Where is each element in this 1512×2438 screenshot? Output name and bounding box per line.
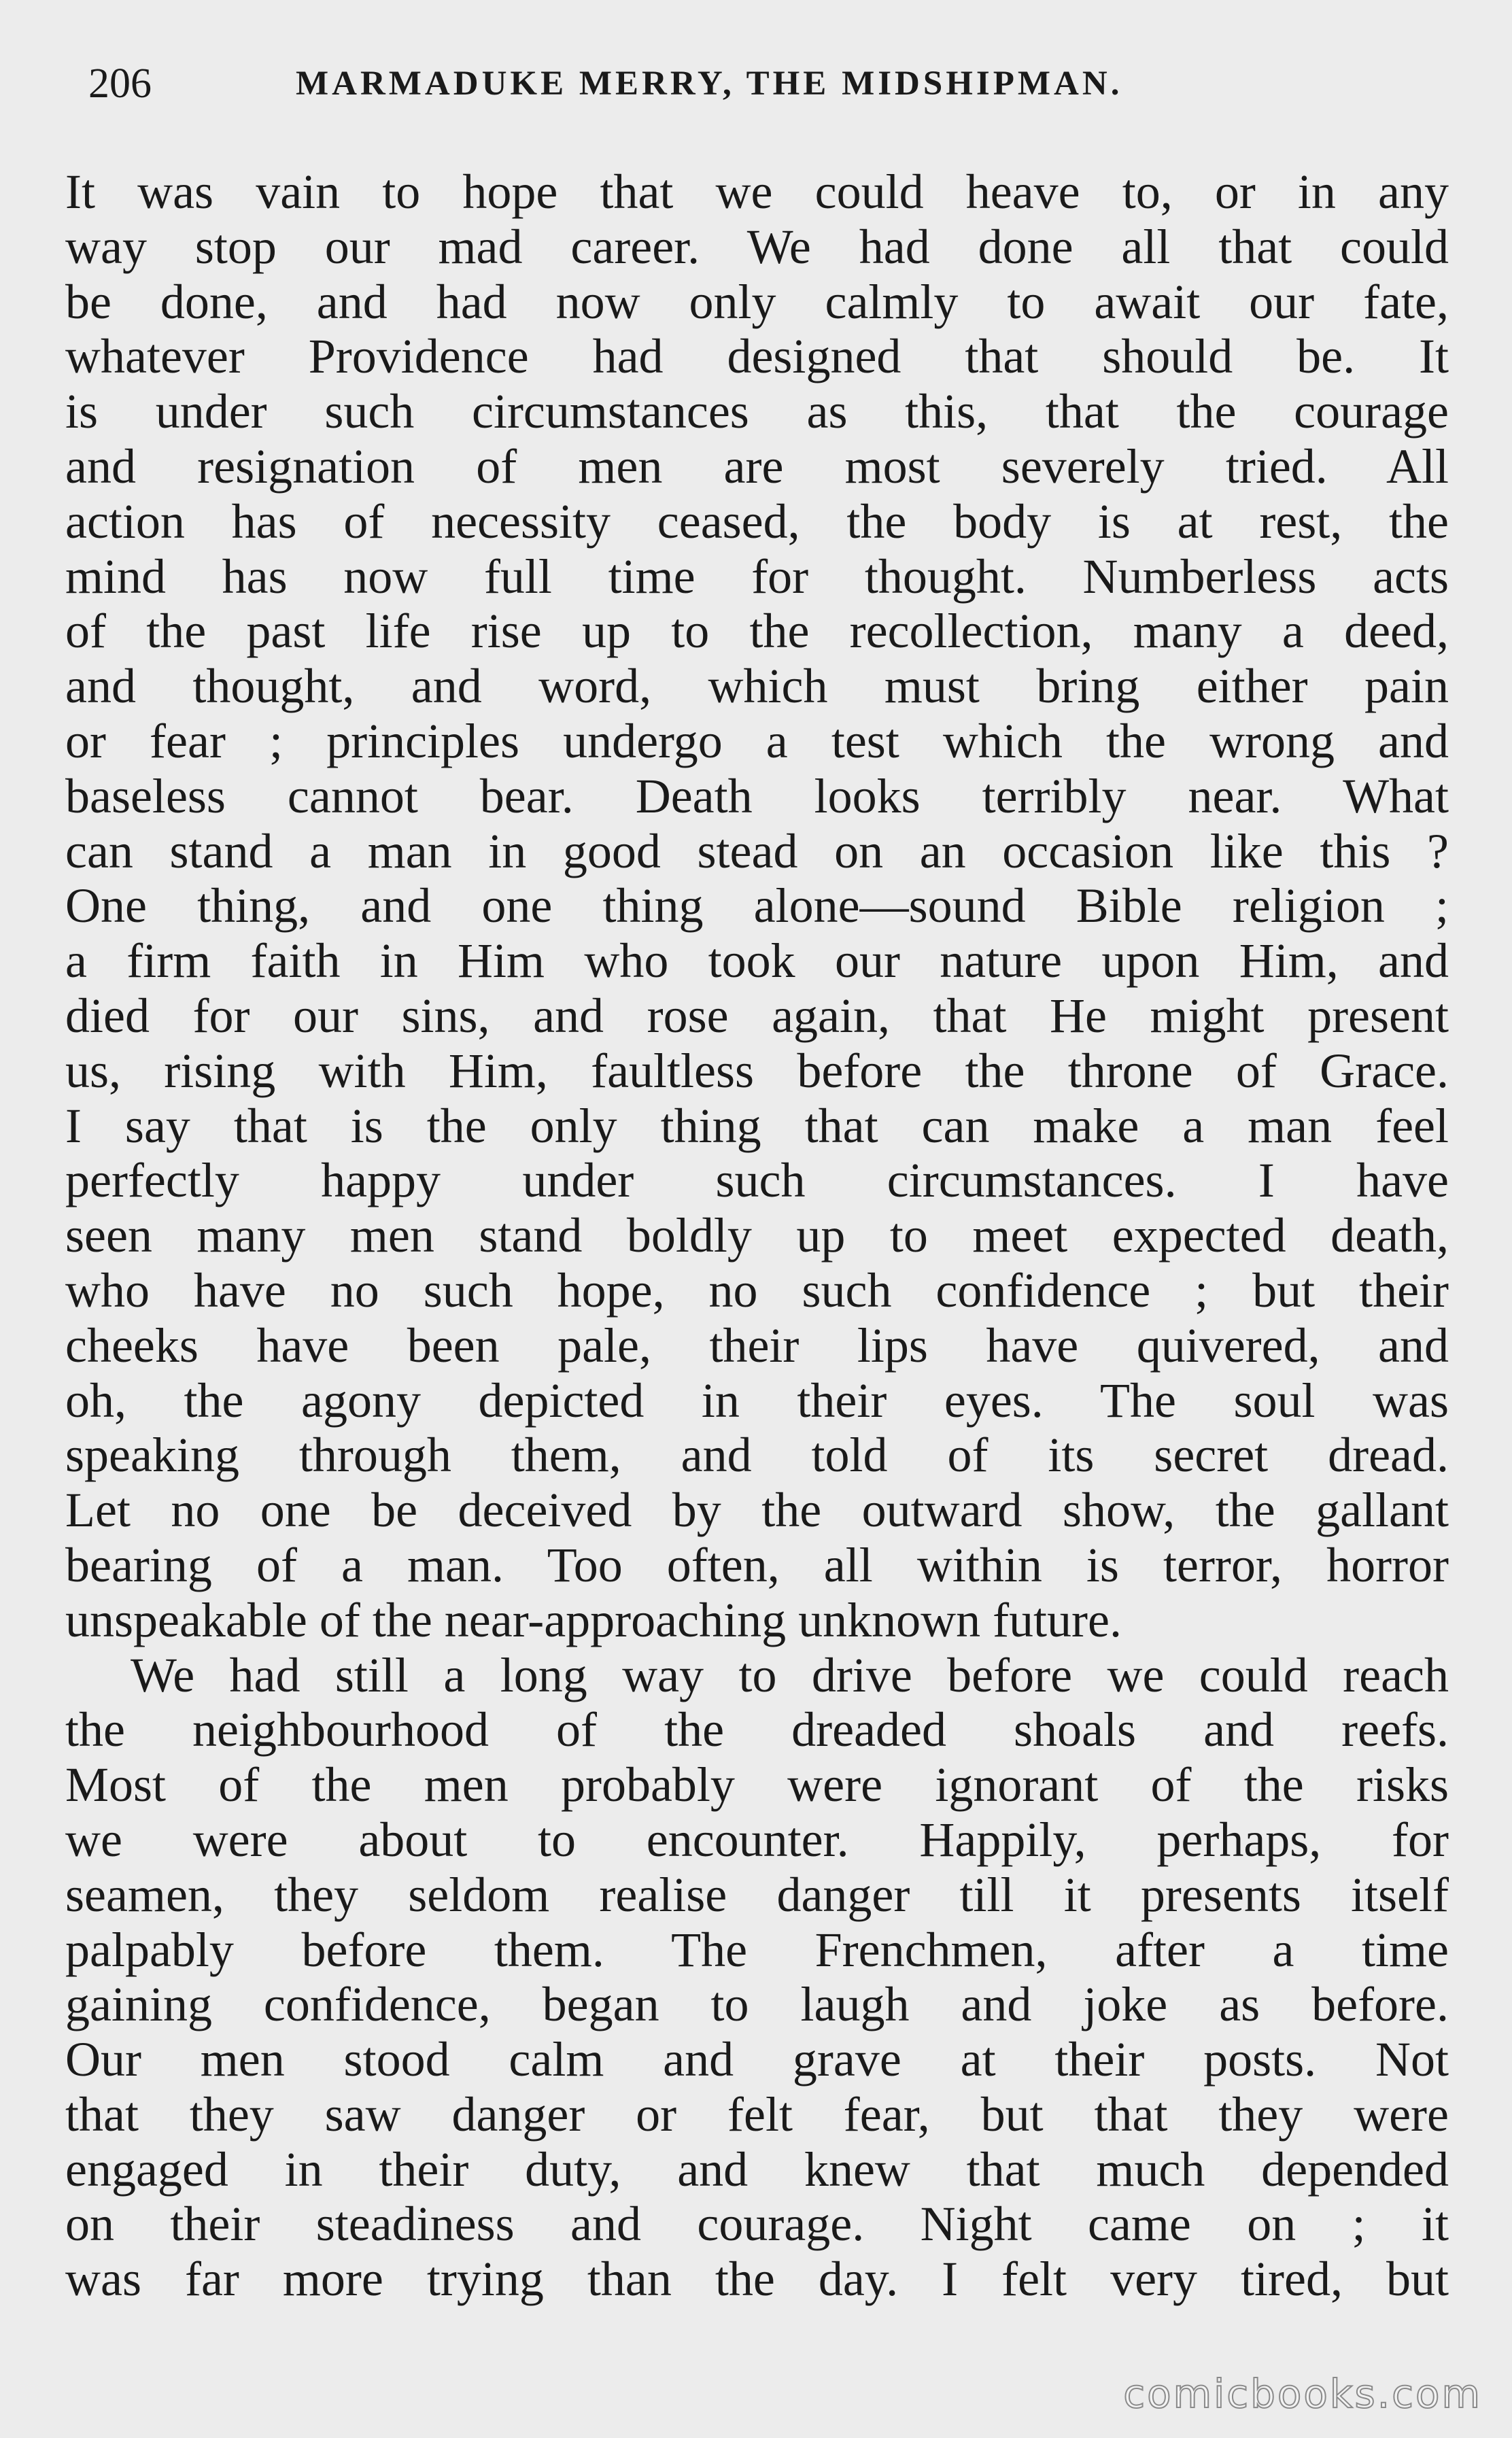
- text-line: bearing of a man. Too often, all within is terror, horror: [65, 1537, 1449, 1592]
- text-line: way stop our mad career. We had done all that could: [65, 219, 1449, 274]
- text-line: and resignation of men are most severely tried. All: [65, 439, 1449, 494]
- text-line: Our men stood calm and grave at their posts. Not: [65, 2032, 1449, 2087]
- text-line: that they saw danger or felt fear, but that they were: [65, 2087, 1449, 2142]
- text-line: I say that is the only thing that can make a man feel: [65, 1098, 1449, 1153]
- text-line: on their steadiness and courage. Night came on ; it: [65, 2197, 1449, 2252]
- text-line: who have no such hope, no such confidence ; but their: [65, 1263, 1449, 1318]
- watermark: comicbooks.com: [1123, 2371, 1482, 2417]
- running-title: MARMADUKE MERRY, THE MIDSHIPMAN.: [296, 65, 1123, 103]
- text-line: We had still a long way to drive before we could reach: [131, 1647, 1449, 1702]
- body-text: [65, 165, 1449, 2307]
- text-line: mind has now full time for thought. Numberless acts: [65, 549, 1449, 604]
- text-line: perfectly happy under such circumstances. I have: [65, 1153, 1449, 1208]
- text-line: is under such circumstances as this, that the courage: [65, 384, 1449, 439]
- text-line: gaining confidence, began to laugh and joke as before.: [65, 1977, 1449, 2032]
- text-line: engaged in their duty, and knew that much depended: [65, 2142, 1449, 2197]
- text-line: One thing, and one thing alone—sound Bible religion ;: [65, 878, 1449, 933]
- paragraph: [65, 1648, 1449, 2307]
- text-line: of the past life rise up to the recollection, many a deed,: [65, 604, 1449, 659]
- text-line: be done, and had now only calmly to await our fate,: [65, 274, 1449, 329]
- text-line: can stand a man in good stead on an occasion like this ?: [65, 823, 1449, 878]
- text-line: It was vain to hope that we could heave to, or in any: [65, 165, 1449, 219]
- text-line: a firm faith in Him who took our nature upon Him, and: [65, 933, 1449, 989]
- text-line: palpably before them. The Frenchmen, after a time: [65, 1922, 1449, 1977]
- text-line: seamen, they seldom realise danger till it presents itself: [65, 1867, 1449, 1922]
- text-line: baseless cannot bear. Death looks terribly near. What: [65, 768, 1449, 823]
- text-line: we were about to encounter. Happily, perhaps, for: [65, 1812, 1449, 1867]
- text-line: seen many men stand boldly up to meet expected death,: [65, 1208, 1449, 1263]
- text-line: and thought, and word, which must bring either pain: [65, 659, 1449, 714]
- page-number: 206: [88, 61, 152, 107]
- page-header: [88, 53, 1448, 114]
- text-line: or fear ; principles undergo a test which the wrong and: [65, 713, 1449, 768]
- text-line: unspeakable of the near-approaching unknown future.: [65, 1592, 1122, 1647]
- text-line: action has of necessity ceased, the body is at rest, the: [65, 494, 1449, 549]
- text-line: whatever Providence had designed that should be. It: [65, 329, 1449, 384]
- paragraph: [65, 165, 1449, 1648]
- text-line: was far more trying than the day. I felt very tired, but: [65, 2252, 1449, 2307]
- text-line: Let no one be deceived by the outward show, the gallant: [65, 1483, 1449, 1538]
- text-line: died for our sins, and rose again, that He might present: [65, 988, 1449, 1043]
- text-line: the neighbourhood of the dreaded shoals and reefs.: [65, 1702, 1449, 1757]
- text-line: speaking through them, and told of its secret dread.: [65, 1428, 1449, 1483]
- text-line: cheeks have been pale, their lips have quivered, and: [65, 1318, 1449, 1373]
- text-line: oh, the agony depicted in their eyes. The soul was: [65, 1373, 1449, 1428]
- text-line: Most of the men probably were ignorant of the risks: [65, 1757, 1449, 1813]
- text-line: us, rising with Him, faultless before the throne of Grace.: [65, 1043, 1449, 1098]
